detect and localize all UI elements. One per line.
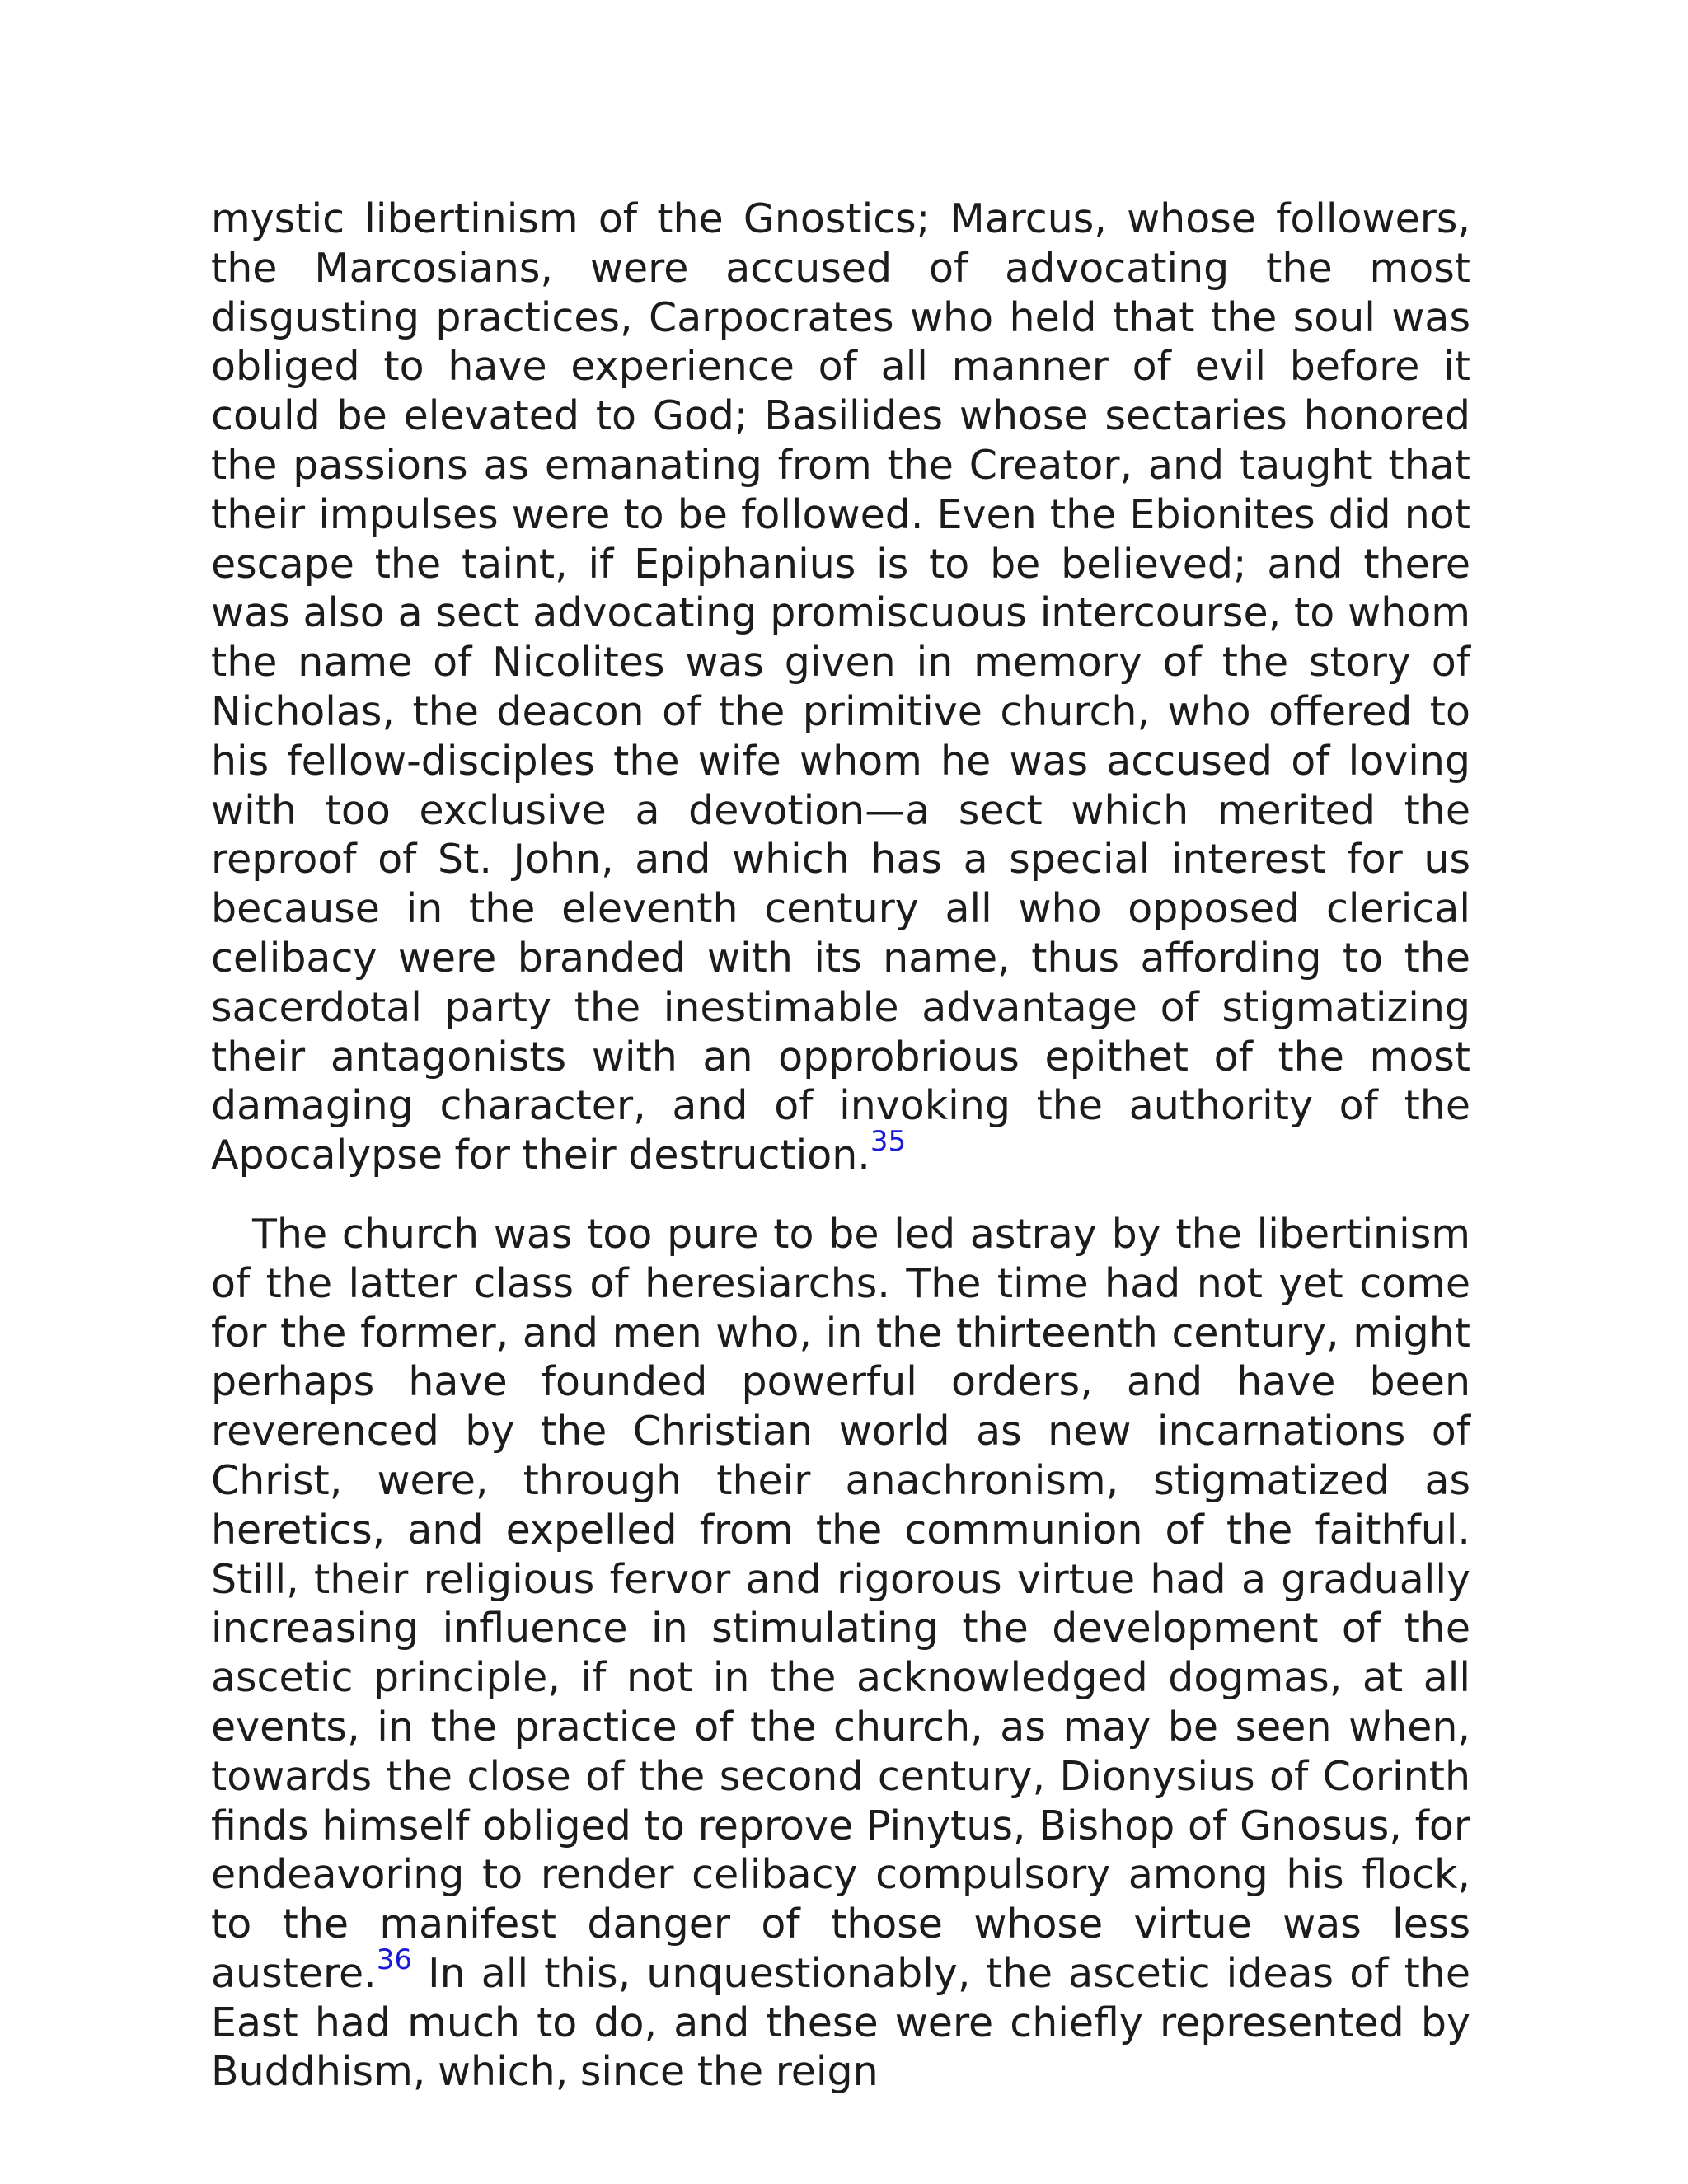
paragraph-1 <box>211 194 1470 1180</box>
footnote-link-36[interactable]: 36 <box>376 1943 413 1976</box>
paragraph-1-tail-word: destruction. <box>628 1132 870 1179</box>
paragraph-2-tail <box>211 1943 413 1997</box>
page-text <box>211 194 1470 2097</box>
paragraph-2-text: The church was too pure to be led astray by the libertinism of the latter class of heresiarchs. The time had not yet come for the former, and men who, in the thirteenth century, might perhaps have founded powerful orders, and have been reverenced by the Christian world as new incarnations of Christ, were, through their anachronism, stigmatized as heretics, and expelled from the communion of the faithful. Still, their religious fervor and rigorous virtue had a gradually increasing influence in stimulating the development of the ascetic principle, if not in the acknowledged dogmas, at all events, in the practice of the church, as may be seen when, towards the close of the second century, Dionysius of Corinth finds himself obliged to reprove Pinytus, Bishop of Gnosus, for endeavoring to render celibacy compulsory among his flock, to the manifest danger of those whose virtue was less <box>211 1210 1470 1948</box>
paragraph-1-text: mystic libertinism of the Gnostics; Marcus, whose followers, the Marcosians, were accused of advocating the most disgusting practices, Carpocrates who held that the soul was obliged to have experience of all manner of evil before it could be elevated to God; Basilides whose sectaries honored the passions as emanating from the Creator, and taught that their impulses were to be followed. Even the Ebionites did not escape the taint, if Epiphanius is to be believed; and there was also a sect advocating promiscuous intercourse, to whom the name of Nicolites was given in memory of the story of Nicholas, the deacon of the primitive church, who offered to his fellow-disciples the wife whom he was accused of loving with too exclusive a devotion—a sect which merited the reproof of St. John, and which has a special interest for us because in the eleventh century all who opposed clerical celibacy were branded with its name, thus affording to the sacerdotal party the inestimable advantage of stigmatizing their antagonists with an opprobrious epithet of the most damaging character, and of invoking the authority of the Apocalypse for their <box>211 195 1470 1179</box>
paragraph-2 <box>211 1210 1470 2097</box>
footnote-link-35[interactable]: 35 <box>870 1125 907 1159</box>
paragraph-2-text-after: In all this, unquestionably, the ascetic ideas of the East had much to do, and these were chiefly represented by Buddhism, which, since the reign <box>211 1949 1470 2096</box>
paragraph-1-tail <box>628 1125 907 1179</box>
paragraph-2-tail-word: austere. <box>211 1949 377 1997</box>
